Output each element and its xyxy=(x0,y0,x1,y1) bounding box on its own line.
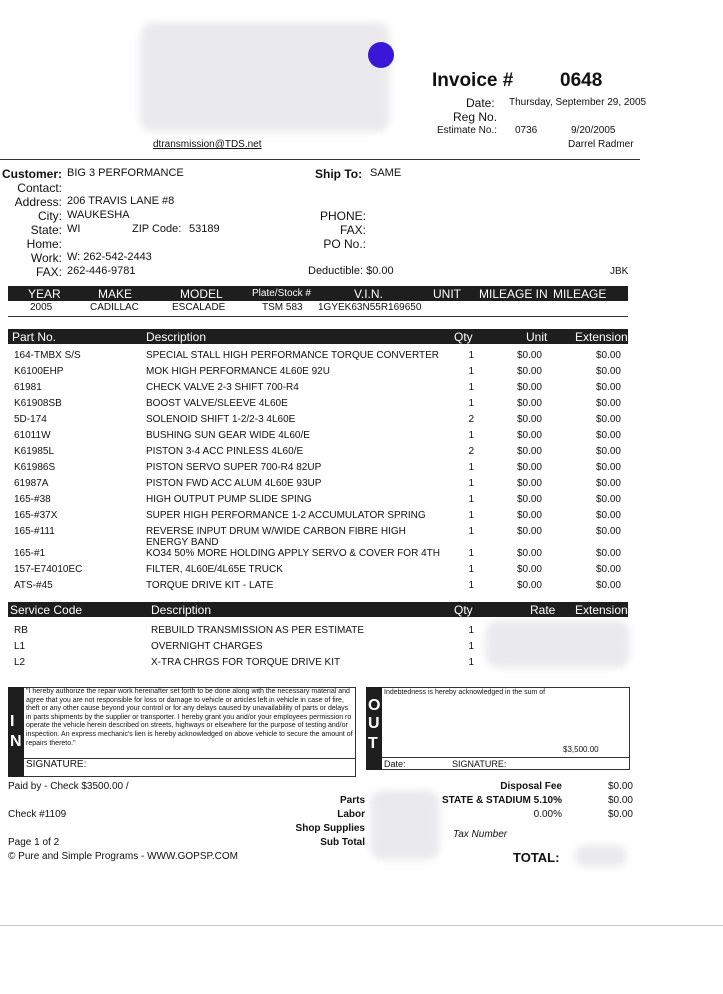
fax-value: 262-446-9781 xyxy=(67,265,136,277)
vehicle-model: ESCALADE xyxy=(172,302,226,313)
city-label: City: xyxy=(38,209,62,223)
state-label: State: xyxy=(30,223,62,237)
part-qty: 1 xyxy=(468,462,474,473)
tax1-label: STATE & STADIUM 5.10% xyxy=(441,795,562,806)
part-unit-price: $0.00 xyxy=(516,350,542,361)
acknowledgment-amount: $3,500.00 xyxy=(563,745,599,754)
redacted-shop-name xyxy=(140,22,390,132)
service-qty: 1 xyxy=(468,625,474,636)
part-extension: $0.00 xyxy=(595,430,621,441)
part-number: 61981 xyxy=(14,382,42,393)
part-unit-price: $0.00 xyxy=(516,564,542,575)
part-description: PISTON FWD ACC ALUM 4L60E 93UP xyxy=(146,478,322,489)
tax-number-label: Tax Number xyxy=(453,829,508,840)
service-description: REBUILD TRANSMISSION AS PER ESTIMATE xyxy=(151,625,365,636)
part-qty: 1 xyxy=(468,382,474,393)
part-description: REVERSE INPUT DRUM W/WIDE CARBON FIBRE HIGH xyxy=(146,526,406,537)
estimate-number: 0736 xyxy=(515,125,538,136)
labor-total-label: Labor xyxy=(337,809,365,820)
part-unit-price: $0.00 xyxy=(516,478,542,489)
ack-sig-line xyxy=(382,757,630,758)
service-col-rate: Rate xyxy=(530,603,556,617)
supplies-label: Shop Supplies xyxy=(295,823,365,834)
check-number: Check #1109 xyxy=(8,809,67,820)
fax2-label: FAX: xyxy=(339,223,366,237)
part-unit-price: $0.00 xyxy=(516,382,542,393)
part-qty: 1 xyxy=(468,526,474,537)
part-unit-price: $0.00 xyxy=(516,414,542,425)
parts-col-partno: Part No. xyxy=(12,330,57,344)
fax-label: FAX: xyxy=(35,265,62,279)
part-number: K6100EHP xyxy=(14,366,64,377)
part-unit-price: $0.00 xyxy=(516,366,542,377)
auth-signature-label[interactable]: SIGNATURE: xyxy=(26,759,87,770)
reg-label: Reg No. xyxy=(453,110,498,124)
address-label: Address: xyxy=(14,195,62,209)
part-extension: $0.00 xyxy=(595,494,621,505)
shipto-label: Ship To: xyxy=(315,167,363,181)
tax2-value: $0.00 xyxy=(607,809,633,820)
parts-header-bar xyxy=(8,329,628,344)
po-label: PO No.: xyxy=(323,237,366,251)
address-value: 206 TRAVIS LANE #8 xyxy=(67,195,175,207)
service-qty: 1 xyxy=(468,641,474,652)
part-description: BUSHING SUN GEAR WIDE 4L60/E xyxy=(146,430,310,441)
vehicle-col-mileage-out: MILEAGE OUT xyxy=(553,287,607,315)
part-description: PISTON SERVO SUPER 700-R4 82UP xyxy=(146,462,322,473)
service-description: OVERNIGHT CHARGES xyxy=(151,641,263,652)
part-number: 61987A xyxy=(14,478,49,489)
service-col-desc: Description xyxy=(151,603,212,617)
out-letter-t: T xyxy=(368,735,378,752)
part-number: K61908SB xyxy=(14,398,62,409)
part-qty: 1 xyxy=(468,564,474,575)
work-label: Work: xyxy=(30,251,62,265)
tax2-rate: 0.00% xyxy=(533,809,562,820)
city-value: WAUKESHA xyxy=(67,209,130,221)
logo-dot xyxy=(368,42,394,68)
part-number: 165-#38 xyxy=(14,494,51,505)
part-unit-price: $0.00 xyxy=(516,446,542,457)
part-extension: $0.00 xyxy=(595,382,621,393)
vehicle-plate: TSM 583 xyxy=(262,302,303,313)
parts-col-desc: Description xyxy=(146,330,207,344)
part-unit-price: $0.00 xyxy=(516,548,542,559)
out-letter-o: O xyxy=(368,697,381,714)
copyright: © Pure and Simple Programs - WWW.GOPSP.COM xyxy=(8,851,239,862)
part-extension: $0.00 xyxy=(595,398,621,409)
parts-col-qty: Qty xyxy=(454,330,473,344)
customer-label: Customer: xyxy=(1,167,62,181)
part-qty: 1 xyxy=(468,366,474,377)
part-unit-price: $0.00 xyxy=(516,510,542,521)
part-number: K61986S xyxy=(14,462,56,473)
part-description-cont: ENERGY BAND xyxy=(146,537,219,548)
customer-name: BIG 3 PERFORMANCE xyxy=(67,167,184,179)
part-number: 5D-174 xyxy=(14,414,47,425)
date-value: Thursday, September 29, 2005 xyxy=(509,97,647,108)
part-qty: 1 xyxy=(468,350,474,361)
part-unit-price: $0.00 xyxy=(516,526,542,537)
vehicle-col-plate: Plate/Stock # xyxy=(252,288,311,299)
invoice-number: 0648 xyxy=(560,70,603,91)
part-description: SOLENOID SHIFT 1-2/2-3 4L60E xyxy=(146,414,296,425)
part-extension: $0.00 xyxy=(595,564,621,575)
home-label: Home: xyxy=(26,237,62,251)
service-header-bar xyxy=(8,602,628,617)
invoice-label: Invoice # xyxy=(432,70,514,91)
total-label: TOTAL: xyxy=(513,850,560,865)
part-unit-price: $0.00 xyxy=(516,462,542,473)
part-extension: $0.00 xyxy=(595,414,621,425)
part-description: MOK HIGH PERFORMANCE 4L60E 92U xyxy=(146,366,330,377)
part-qty: 2 xyxy=(468,446,474,457)
part-extension: $0.00 xyxy=(595,462,621,473)
part-qty: 1 xyxy=(468,494,474,505)
vehicle-col-make: MAKE xyxy=(98,287,133,301)
service-qty: 1 xyxy=(468,657,474,668)
part-description: SPECIAL STALL HIGH PERFORMANCE TORQUE CONVERTER xyxy=(146,350,440,361)
shipto-value: SAME xyxy=(370,167,402,179)
authorization-text: "I hereby authorize the repair work hereinafter set forth to be done along with the necessary material and agree that you are not responsible for loss or damage to vehicle or articles left in vehicle in case of fire, theft or any other cause beyond your control or for any delays caused by unavailability of parts or delays in parts shipments by the supplier or transporter. I hereby grant you and/or your employees permission ro operate the vehicle herein described on streets, highways or elsewhere for the purpose of testing and/or inspection. An express mechanic's lien is hereby acknowledged on above vehicle to secure the amount of repairs thereto." xyxy=(26,688,353,747)
part-number: 165-#37X xyxy=(14,510,58,521)
paid-by: Paid by - Check $3500.00 / xyxy=(8,781,129,792)
redacted-rate-column xyxy=(485,620,630,668)
ack-signature-label[interactable]: SIGNATURE: xyxy=(452,759,507,769)
part-qty: 1 xyxy=(468,430,474,441)
part-unit-price: $0.00 xyxy=(516,430,542,441)
initials: JBK xyxy=(610,266,629,277)
part-qty: 1 xyxy=(468,398,474,409)
part-qty: 2 xyxy=(468,414,474,425)
in-letter-i: I xyxy=(10,713,15,730)
part-extension: $0.00 xyxy=(595,350,621,361)
estimate-label: Estimate No.: xyxy=(437,125,498,136)
part-qty: 1 xyxy=(468,510,474,521)
estimator-name: Darrel Radmer xyxy=(568,139,634,150)
service-code: RB xyxy=(14,625,28,636)
disposal-value: $0.00 xyxy=(607,781,633,792)
part-description: TORQUE DRIVE KIT - LATE xyxy=(146,580,274,591)
part-extension: $0.00 xyxy=(595,446,621,457)
part-number: K61985L xyxy=(14,446,55,457)
in-letter-bar xyxy=(8,687,24,777)
tax1-value: $0.00 xyxy=(607,795,633,806)
deductible: Deductible: $0.00 xyxy=(308,265,394,277)
vehicle-divider xyxy=(8,316,628,317)
part-qty: 1 xyxy=(468,580,474,591)
part-description: KO34 50% MORE HOLDING APPLY SERVO & COVER FOR 4TH xyxy=(146,548,440,559)
vehicle-col-mileage-in: MILEAGE IN xyxy=(479,287,548,301)
service-description: X-TRA CHRGS FOR TORQUE DRIVE KIT xyxy=(151,657,341,668)
vehicle-col-model: MODEL xyxy=(180,287,223,301)
service-code: L2 xyxy=(14,657,26,668)
acknowledgment-text: Indebtedness is hereby acknowledged in the sum of xyxy=(384,689,546,696)
part-number: 164-TMBX S/S xyxy=(14,350,81,361)
part-qty: 1 xyxy=(468,478,474,489)
part-extension: $0.00 xyxy=(595,526,621,537)
phone-label: PHONE: xyxy=(319,209,366,223)
vehicle-col-unit: UNIT xyxy=(433,287,461,301)
service-code: L1 xyxy=(14,641,26,652)
state-value: WI xyxy=(67,223,81,235)
parts-total-label: Parts xyxy=(339,795,365,806)
date-label: Date: xyxy=(466,96,495,110)
in-letter-n: N xyxy=(10,733,22,750)
part-description: FILTER, 4L60E/4L65E TRUCK xyxy=(146,564,283,575)
estimate-date: 9/20/2005 xyxy=(571,125,616,136)
part-number: 61011W xyxy=(14,430,51,441)
out-letter-u: U xyxy=(368,715,380,732)
bottom-rule xyxy=(0,925,723,926)
part-unit-price: $0.00 xyxy=(516,494,542,505)
service-col-code: Service Code xyxy=(10,603,83,617)
disposal-label: Disposal Fee xyxy=(500,781,562,792)
service-col-qty: Qty xyxy=(454,603,473,617)
part-extension: $0.00 xyxy=(595,510,621,521)
vehicle-col-year: YEAR xyxy=(28,287,61,301)
part-number: ATS-#45 xyxy=(14,580,53,591)
ack-date-label[interactable]: Date: xyxy=(384,759,406,769)
zip-label: ZIP Code: xyxy=(132,223,182,235)
part-extension: $0.00 xyxy=(595,478,621,489)
part-description: BOOST VALVE/SLEEVE 4L60E xyxy=(146,398,288,409)
vehicle-vin: 1GYEK63N55R169650 xyxy=(318,302,422,313)
vehicle-make: CADILLAC xyxy=(90,302,139,313)
zip-value: 53189 xyxy=(189,223,220,235)
part-unit-price: $0.00 xyxy=(516,398,542,409)
vehicle-col-vin: V.I.N. xyxy=(354,287,383,301)
part-description: HIGH OUTPUT PUMP SLIDE SPING xyxy=(146,494,312,505)
redacted-total xyxy=(575,845,627,867)
shop-email[interactable]: dtransmission@TDS.net xyxy=(153,139,262,150)
service-col-ext: Extension xyxy=(575,603,628,617)
out-letter-bar xyxy=(366,687,382,770)
page-number: Page 1 of 2 xyxy=(8,837,60,848)
vehicle-year: 2005 xyxy=(30,302,53,313)
part-number: 165-#1 xyxy=(14,548,46,559)
part-number: 157-E74010EC xyxy=(14,564,83,575)
part-extension: $0.00 xyxy=(595,580,621,591)
part-description: CHECK VALVE 2-3 SHIFT 700-R4 xyxy=(146,382,299,393)
part-qty: 1 xyxy=(468,548,474,559)
work-phone: W: 262-542-2443 xyxy=(67,251,152,263)
subtotal-label: Sub Total xyxy=(320,837,365,848)
contact-label: Contact: xyxy=(17,181,62,195)
part-description: PISTON 3-4 ACC PINLESS 4L60/E xyxy=(146,446,304,457)
part-extension: $0.00 xyxy=(595,366,621,377)
part-description: SUPER HIGH PERFORMANCE 1-2 ACCUMULATOR SPRING xyxy=(146,510,426,521)
parts-col-ext: Extension xyxy=(575,330,628,344)
part-unit-price: $0.00 xyxy=(516,580,542,591)
parts-col-unit: Unit xyxy=(526,330,548,344)
header-divider xyxy=(0,159,640,160)
part-extension: $0.00 xyxy=(595,548,621,559)
part-number: 165-#111 xyxy=(14,526,55,537)
